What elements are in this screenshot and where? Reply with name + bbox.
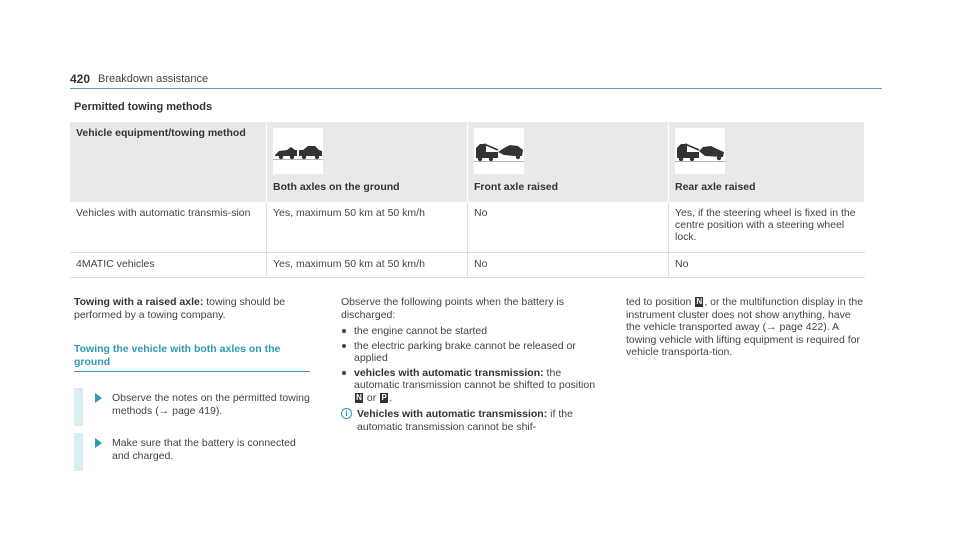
subheading-rule xyxy=(74,371,310,372)
note-continued-text-2: , or the multifunction display in the instrument cluster does not show anything, have the vehicle transported away (→ page 422). A towing vehicle with lifting equipment is required for vehicle transporta-tion. xyxy=(626,296,864,358)
row-label: Vehicles with automatic transmis-sion xyxy=(70,202,267,253)
table-head-rear-raised xyxy=(669,122,865,202)
row-label: 4MATIC vehicles xyxy=(70,253,267,278)
step-arrow-icon xyxy=(95,438,102,448)
running-title: Breakdown assistance xyxy=(98,73,209,85)
list-item xyxy=(341,340,601,365)
table-head-label-cell xyxy=(70,122,267,202)
table-header-row xyxy=(70,122,865,202)
step-bar xyxy=(74,433,83,471)
bullet-text: the electric parking brake cannot be released or applied xyxy=(354,339,576,364)
text-column-2 xyxy=(341,296,601,433)
bullet-list xyxy=(341,325,601,404)
bullet-dot-icon xyxy=(342,344,346,348)
column-caption: Rear axle raised xyxy=(675,181,756,193)
note-continued-text: ted to position xyxy=(626,296,692,308)
gear-p-icon: P xyxy=(381,392,387,402)
bullet-dot-icon xyxy=(342,371,346,375)
info-icon: i xyxy=(341,408,352,419)
gear-n-icon: N xyxy=(356,392,362,402)
bullet-dot-icon xyxy=(342,329,346,333)
tow-truck-front-raised-icon xyxy=(474,128,524,174)
tow-truck-rear-raised-icon xyxy=(675,128,725,174)
raised-axle-text: towing should be performed by a towing company. xyxy=(74,296,286,321)
text-column-1 xyxy=(74,296,314,462)
or-text: or xyxy=(366,391,377,404)
list-item xyxy=(341,325,601,338)
battery-intro: Observe the following points when the battery is discharged: xyxy=(341,296,564,321)
column-caption: Front axle raised xyxy=(474,181,559,193)
cell-front-raised: No xyxy=(468,202,669,253)
step-arrow-icon xyxy=(95,393,102,403)
table-row xyxy=(70,253,865,278)
bullet-text: the engine cannot be started xyxy=(354,325,488,337)
towing-methods-table xyxy=(70,122,865,278)
table-head-front-raised xyxy=(468,122,669,202)
list-item: vehicles with automatic transmission: the automatic transmission cannot be shifted to position N or P . xyxy=(341,367,601,405)
section-title: Permitted towing methods xyxy=(74,101,213,113)
cell-both-axles: Yes, maximum 50 km at 50 km/h xyxy=(267,202,468,253)
note-text: if the automatic transmission cannot be shif- xyxy=(357,408,573,433)
note-bold: Vehicles with automatic transmission: xyxy=(357,408,548,420)
info-note xyxy=(341,408,601,433)
table-head-both-axles xyxy=(267,122,468,202)
header-rule xyxy=(70,88,882,89)
step-bar xyxy=(74,388,83,426)
instruction-step xyxy=(74,437,314,462)
car-on-ground-icon xyxy=(273,128,323,174)
step-text: Make sure that the battery is connected and charged. xyxy=(112,437,296,462)
column-caption: Both axles on the ground xyxy=(273,181,400,193)
table-head-label: Vehicle equipment/towing method xyxy=(76,127,246,139)
continued-note xyxy=(626,296,866,359)
subheading: Towing the vehicle with both axles on the ground xyxy=(74,343,281,368)
text-column-3 xyxy=(626,296,866,359)
cell-rear-raised: No xyxy=(669,253,865,278)
instruction-step xyxy=(74,392,314,417)
cell-rear-raised: Yes, if the steering wheel is fixed in the centre position with a steering wheel lock. xyxy=(669,202,865,253)
cell-both-axles: Yes, maximum 50 km at 50 km/h xyxy=(267,253,468,278)
gear-n-icon: N xyxy=(696,297,703,307)
step-text: Observe the notes on the permitted towing methods (→ page 419). xyxy=(112,392,310,417)
table-row xyxy=(70,202,865,253)
raised-axle-paragraph xyxy=(74,296,314,321)
raised-axle-label: Towing with a raised axle: xyxy=(74,296,204,308)
page-number: 420 xyxy=(70,72,91,86)
bullet-bold: vehicles with automatic transmission: xyxy=(354,366,544,379)
cell-front-raised: No xyxy=(468,253,669,278)
bullet-text: the automatic transmission cannot be shifted to position xyxy=(354,366,596,391)
